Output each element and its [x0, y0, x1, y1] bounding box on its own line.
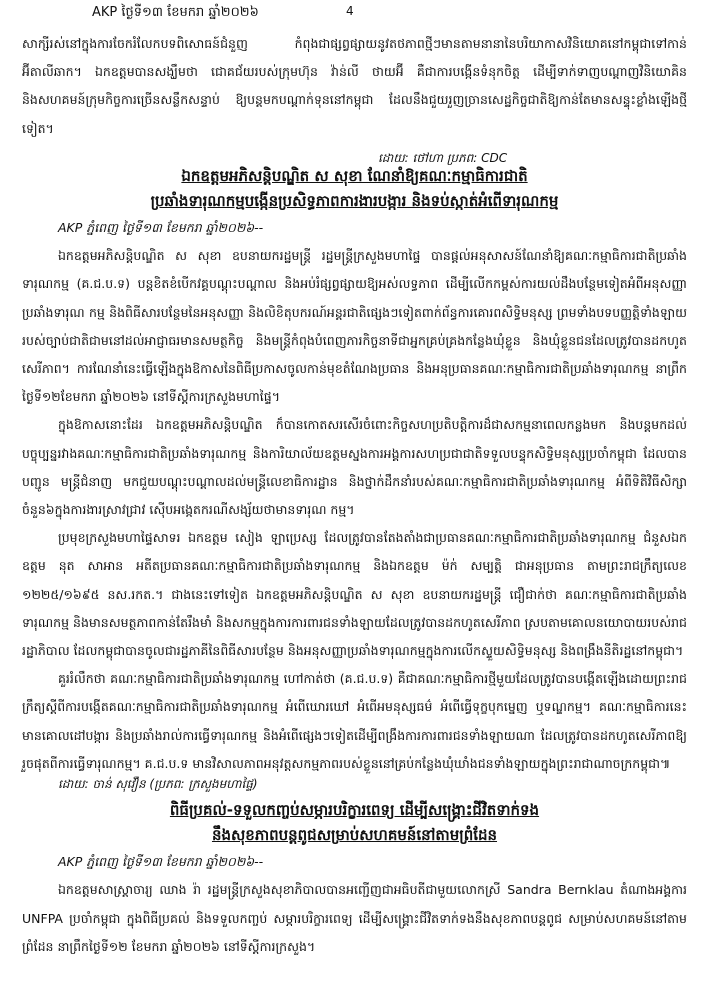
- section1-byline: ដោយ: ថៅហា ប្រភព: CDC: [378, 151, 508, 165]
- section1: [22, 30, 687, 143]
- article2-paragraph-3: ប្រមុខក្រសួងមហាផ្ទៃសាទរ ឯកឧត្តម សៀង ឡាប្រេស្ស ដែលត្រូវបានតែងតាំងជាប្រធានគណៈកម្មាធិការជាតិប្រឆាំងទារុណកម្ម ជំនួសឯកឧត្តម នុត សាអាន អតីតប្រធានគណៈកម្មាធិការជាតិប្រឆាំងទារុណកម្ម និងឯកឧត្តម ម៉ក់ សម្បត្តិ ជាអនុប្រធាន តាមព្រះរាជក្រឹត្យលេខ ១២២៥/១៦៩៥ នស.រកត.។ ជាងនេះទៅទៀត ឯកឧត្តមអភិសន្តិបណ្ឌិត ស សុខា ឧបនាយករដ្ឋមន្ត្រី ជឿជាក់ថា គណៈកម្មាធិការជាតិប្រឆាំងទារុណកម្ម និងមានសមត្ថភាពកាន់តែរឹងមាំ និងសកម្មក្នុងការការពារជនទាំងឡាយដែលត្រូវបានដកហូតសេរីភាព ស្របតាមគោលនយោបាយរបស់រាជរដ្ឋាភិបាល ដែលកម្ពុជាបានចូលជារដ្ឋភាគីនៃពិធីសារបន្ថែម និងអនុសញ្ញាប្រឆាំងទារុណកម្មក្នុងការលើកស្ទួយសិទ្ធិមនុស្ស និងពង្រឹងនីតិរដ្ឋនៅកម្ពុជា។: [22, 530, 687, 659]
- article2-title-line1: ឯកឧត្តមអភិសន្តិបណ្ឌិត ស សុខា ណែនាំឱ្យគណៈកម្មាធិការជាតិ: [181, 167, 528, 185]
- article3-title-line2: នឹងសុខភាពបន្តពូជសម្រាប់សហគមន៍នៅតាមព្រំដែន: [211, 826, 498, 845]
- article3-dateline: AKP ភ្នំពេញ ថ្ងៃទី១៣ ខែមករា ឆ្នាំ២០២៦--: [58, 854, 264, 870]
- page-number: 4: [346, 4, 354, 18]
- article-3: [22, 770, 687, 961]
- article2-paragraph-4: គួររំលឹកថា គណៈកម្មាធិការជាតិប្រឆាំងទារុណកម្ម ហៅកាត់ថា (គ.ជ.ប.ទ) គឺជាគណៈកម្មាធិការថ្មីមួយដែលត្រូវបានបង្កើតឡើងដោយព្រះរាជក្រឹត្យស្តីពីការបង្កើតគណៈកម្មាធិការជាតិប្រឆាំងទារុណកម្ម អំពើឃោរឃៅ អំពើអមនុស្សធម៌ អំពើធ្វើទុក្ខបុកម្នេញ ឬទណ្ឌកម្ម។ គណៈកម្មាធិការនេះ មានគោលដៅបង្ការ និងប្រឆាំងរាល់ការធ្វើទារុណកម្ម និងអំពើផ្សេងៗទៀតដើម្បីពង្រឹងការការពារជនទាំងឡាយណា ដែលត្រូវបានដកហូតសេរីភាពឱ្យរួចផុតពីការធ្វើទារុណកម្ម។ គ.ជ.ប.ទ មានវិសាលភាពអនុវត្តសកម្មភាពរបស់ខ្លួននៅគ្រប់កន្លែងឃុំឃាំងជនទាំងឡាយក្នុងព្រះរាជាណាចក្រកម្ពុជា៕: [22, 671, 687, 771]
- intro-paragraph: សាក្សីរស់នៅក្នុងការចែករំលែកបទពិសោធន៍ជំនួញ កំពុងជាផ្សព្វផ្សាយនូវតថភាពថ្មីៗមានតាមនានានៃបរិយាកាសវិនិយោគនៅកម្ពុជាទៅកាន់អ៊ីតាលីឆាក។ ឯកឧត្តមបានសង្ឃឹមថា ជោគជ័យរបស់ក្រុមហ៊ុន វ៉ាន់លី ថាយអ៊ី គឺជាការបង្កើនទំនុកចិត្ត ដើម្បីទាក់ទាញបណ្តាញវិនិយោគិន និងសហគមន៍ក្រុមកិច្ចការច្រើនសន្លឹកសន្ទាប់ ឱ្យបន្តមកបណ្តាក់ទុននៅកម្ពុជា ដែលនឹងជួយរួញច្រានសេដ្ឋកិច្ចជាតិឱ្យកាន់តែមានសន្ទុះខ្លាំងឡើងថ្មីទៀត។: [22, 36, 687, 136]
- article2-dateline: AKP ភ្នំពេញ ថ្ងៃទី១៣ ខែមករា ឆ្នាំ២០២៦--: [58, 220, 264, 235]
- article-2: [22, 164, 687, 778]
- article2-paragraph-1: ឯកឧត្តមអភិសន្តិបណ្ឌិត ស សុខា ឧបនាយករដ្ឋមន្ត្រី រដ្ឋមន្ត្រីក្រសួងមហាផ្ទៃ បានផ្តល់អនុសាសន៍ណែនាំឱ្យគណៈកម្មាធិការជាតិប្រឆាំងទារុណកម្ម (គ.ជ.ប.ទ) បន្តខិតខំបើកវគ្គបណ្តុះបណ្តាល និងអប់រំផ្សព្វផ្សាយឱ្យអស់លទ្ធភាព ដើម្បីលើកកម្ពស់ការយល់ដឹងបន្ថែមទៀតអំពីអនុសញ្ញាប្រឆាំងទារុណ កម្ម និងពិធីសារបន្ថែមនៃអនុសញ្ញា និងលិខិតុបករណ៍អន្តរជាតិផ្សេងៗទៀតពាក់ព័ន្ធការគោរពសិទ្ធិមនុស្ស ព្រមទាំងបទបញ្ញត្តិទាំងឡាយរបស់ច្បាប់ជាតិជាមនៅដល់អាជ្ញាធរមានសមត្ថកិច្ច និងមន្ត្រីកំពុងបំពេញភារកិច្ចនាទីជាអ្នកគ្រប់គ្រងកន្លែងឃុំខ្លួន និងឃុំខ្លួនជនដែលត្រូវបានដកហូតសេរីភាព។ ការណែនាំនេះធ្វើឡើងក្នុងឱកាសនៃពិធីប្រកាសចូលកាន់មុខតំណែងប្រធាន និងអនុប្រធានគណៈកម្មាធិការជាតិប្រឆាំងទារុណកម្ម នាព្រឹកថ្ងៃទី១២ខែមករា ឆ្នាំ២០២៦ នៅទីស្តីការក្រសួងមហាផ្ទៃ។: [22, 248, 687, 405]
- article3-title-line1: ពិធីប្រគល់-ទទួលកញ្ចប់សម្ភារបរិក្ខារពេទ្យ ដើម្បីសង្គ្រោះជីវិតទាក់ទង: [169, 801, 540, 820]
- article2-byline: ដោយ: ចាន់ សុវឿន (ប្រភព: ក្រសួងមហាផ្ទៃ): [58, 777, 258, 791]
- article3-paragraph: ឯកឧត្តមសាស្ត្រាចារ្យ ឈាង រ៉ា រដ្ឋមន្ត្រីក្រសួងសុខាភិបាលបានអញ្ជើញជាអធិបតីជាមួយលោកស្រី Sandra Bernklau តំណាងអង្គការ UNFPA ប្រចាំកម្ពុជា ក្នុងពិធីប្រគល់ និងទទួលកញ្ចប់ សម្ភារបរិក្ខារពេទ្យ ដើម្បីសង្គ្រោះជីវិតទាក់ទងនឹងសុខភាពបន្តពូជ សម្រាប់សហគមន៍នៅតាមព្រំដែន នាព្រឹកថ្ងៃទី១២ ខែមករា ឆ្នាំ២០២៦ នៅទីស្តីការក្រសួង។: [22, 882, 687, 954]
- header-dateline: AKP ថ្ងៃទី១៣ ខែមករា ឆ្នាំ២០២៦: [92, 5, 259, 20]
- article2-title-line2: ប្រឆាំងទារុណកម្មបង្កើនប្រសិទ្ធភាពការងារបង្ការ និងទប់ស្កាត់អំពើទារុណកម្ម: [150, 192, 559, 210]
- article2-paragraph-2: ក្នុងឱកាសនោះដែរ ឯកឧត្តមអភិសន្តិបណ្ឌិត ក៏បានកោតសរសើរចំពោះកិច្ចសហប្រតិបត្តិការដ៏ជាសកម្មនាពេលកន្លងមក និងបន្តមកដល់បច្ចុប្បន្នរវាងគណៈកម្មាធិការជាតិប្រឆាំងទារុណកម្ម និងការិយាល័យឧត្តមស្នងការអង្គការសហប្រជាជាតិទទួលបន្ទុកសិទ្ធិមនុស្សប្រចាំកម្ពុជា ដែលបានបញ្ជូន មន្ត្រីជំនាញ មកជួយបណ្តុះបណ្តាលដល់មន្ត្រីលេខាធិការដ្ឋាន និងថ្នាក់ដឹកនាំរបស់គណៈកម្មាធិការជាតិប្រឆាំងទារុណកម្ម អំពីទិតិវិធីសិក្សាចំនួន៦ក្នុងការងារស្រាវជ្រាវ ស៊ើបអង្កេតករណីសង្ស័យថាមានទារុណ កម្ម។: [22, 417, 687, 518]
